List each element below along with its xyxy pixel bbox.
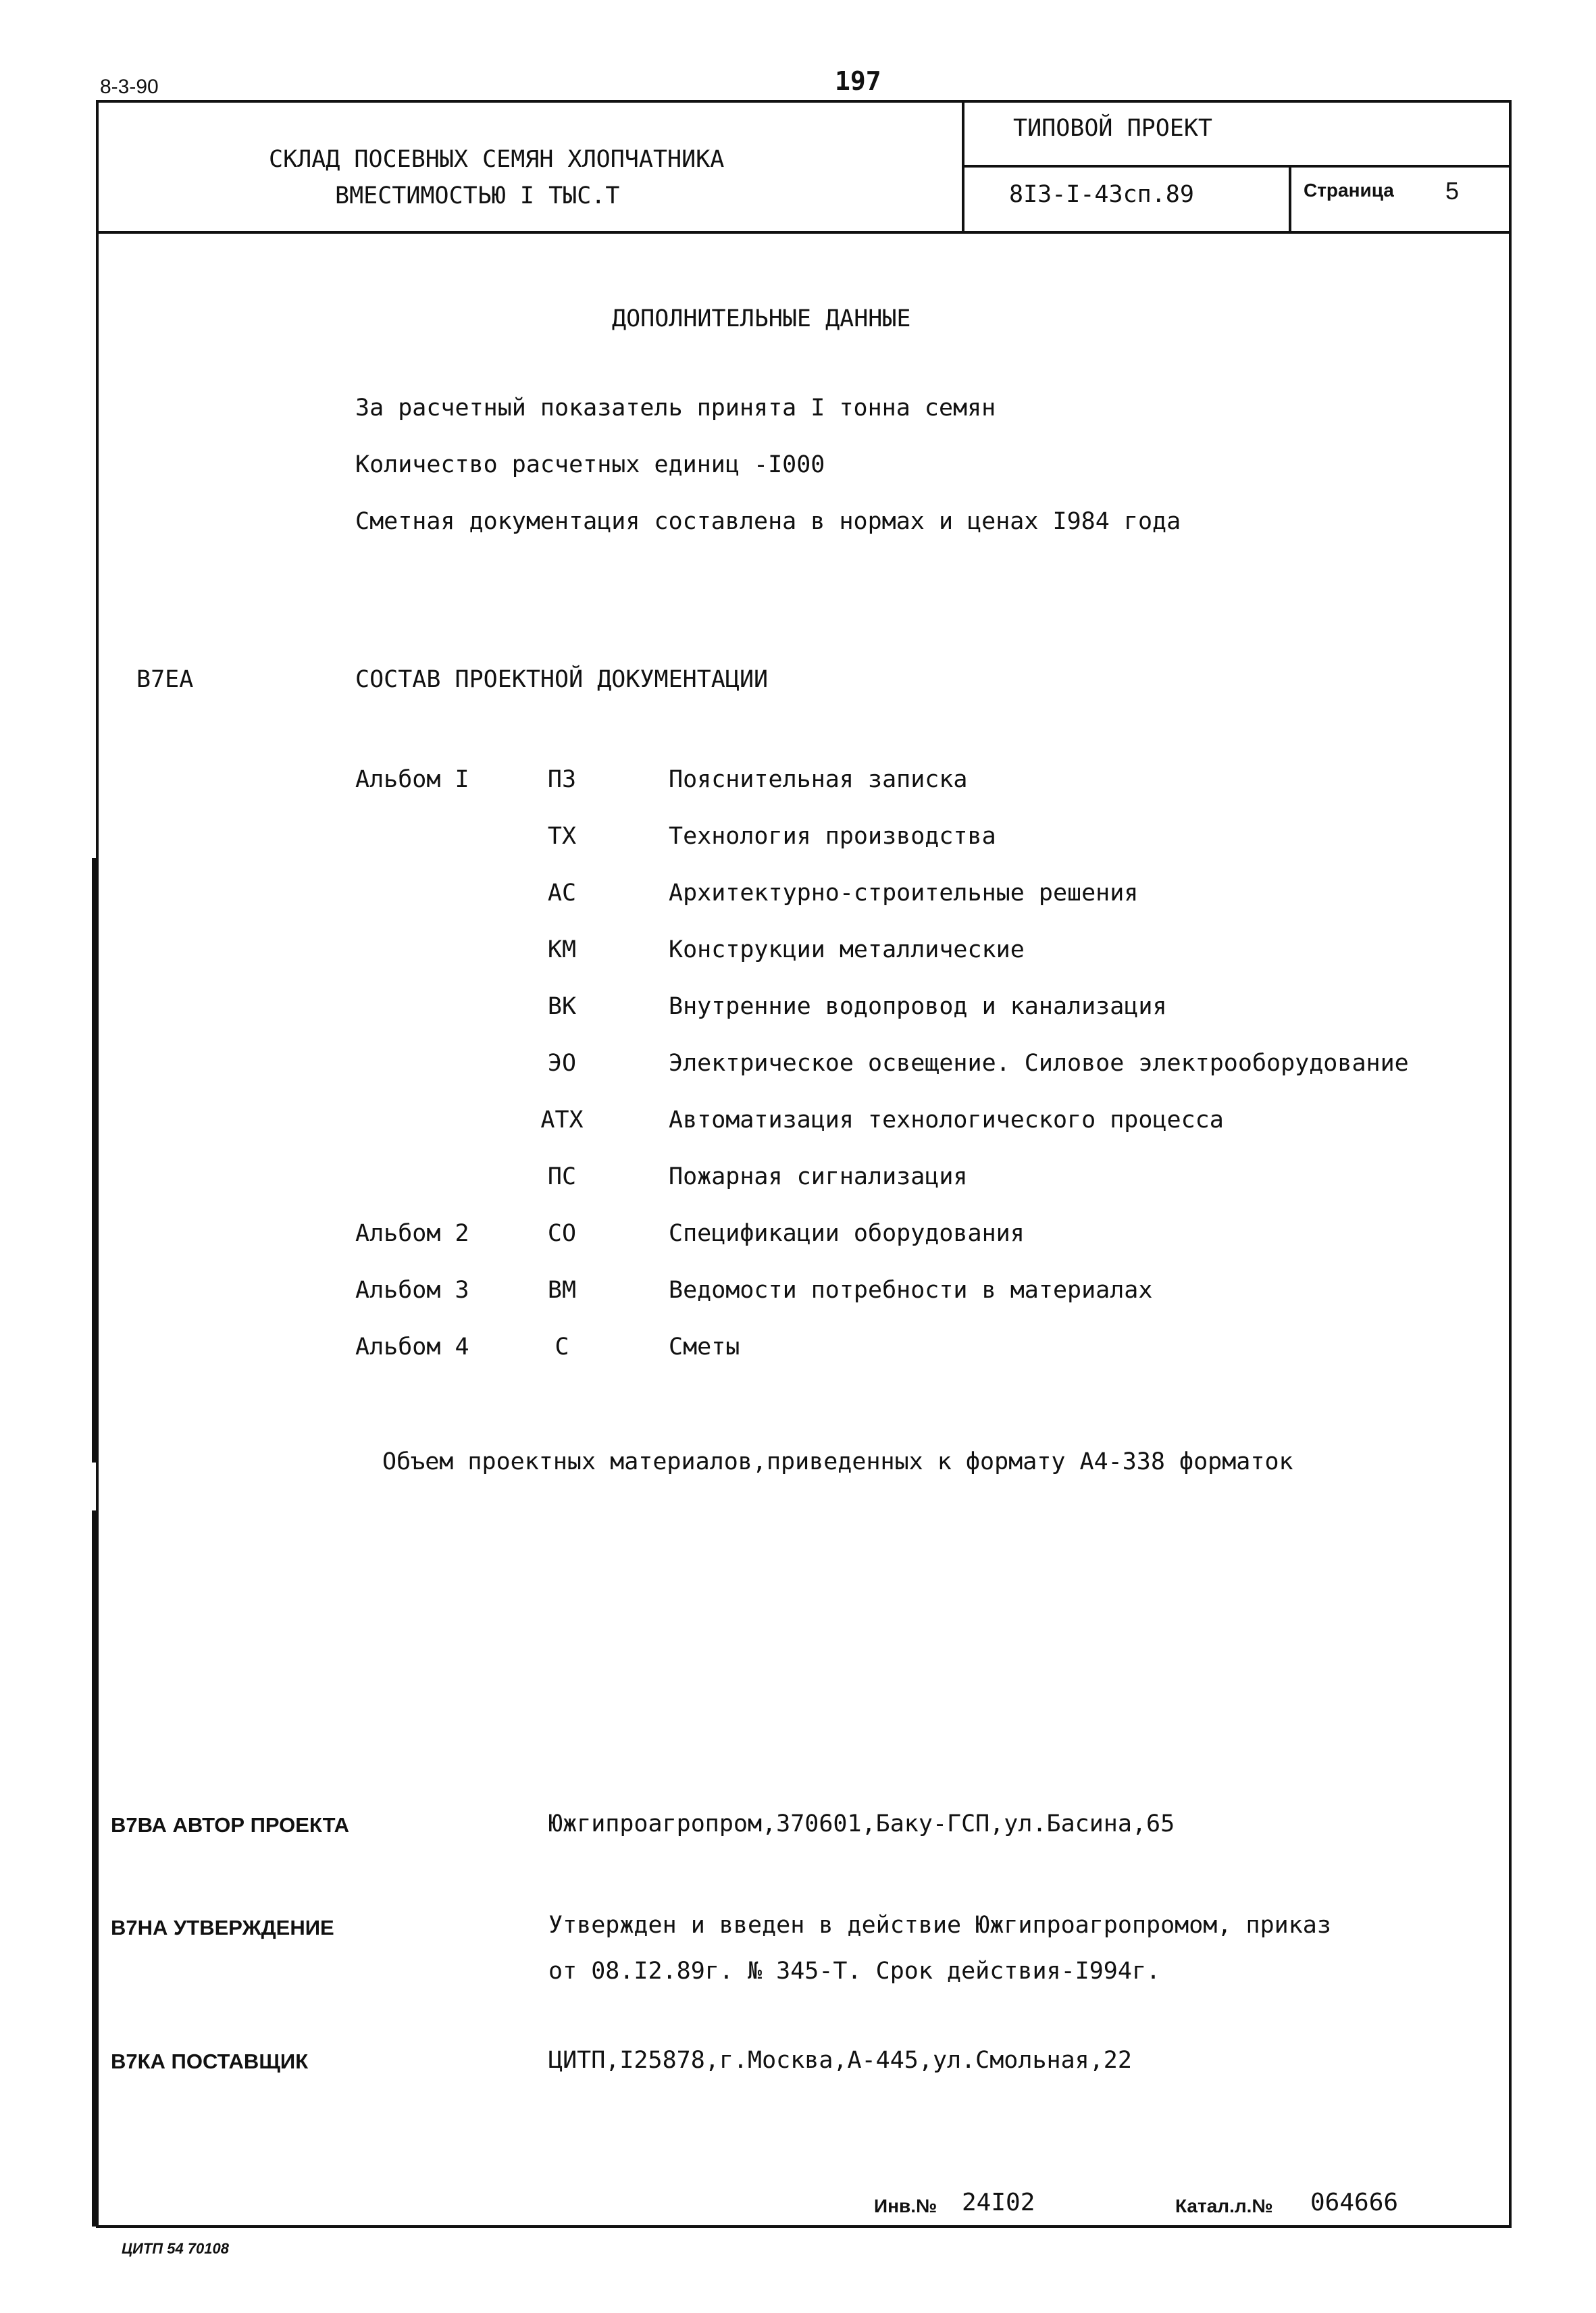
table-row-title: Пожарная сигнализация (669, 1163, 968, 1190)
author-value: Южгипроагропром,370601,Баку-ГСП,ул.Басина,65 (548, 1810, 1175, 1837)
title-block-bottom-line (96, 231, 1512, 234)
additional-heading: ДОПОЛНИТЕЛЬНЫЕ ДАННЫЕ (612, 305, 911, 332)
composition-heading: СОСТАВ ПРОЕКТНОЙ ДОКУМЕНТАЦИИ (355, 666, 769, 693)
table-row-title: Архитектурно-строительные решения (669, 880, 1139, 907)
table-row-title: Пояснительная записка (669, 766, 968, 793)
inventory-value: 24I02 (962, 2189, 1035, 2216)
project-code: 8I3-I-43сп.89 (1009, 181, 1194, 208)
table-row-title: Спецификации оборудования (669, 1220, 1025, 1247)
table-row-code: С (555, 1333, 569, 1361)
table-row-album: Альбом 4 (355, 1333, 469, 1361)
table-row-title: Автоматизация технологического процесса (669, 1107, 1224, 1134)
title-line-1: СКЛАД ПОСЕВНЫХ СЕМЯН ХЛОПЧАТНИКА (269, 146, 725, 173)
additional-line-1: За расчетный показатель принята I тонна семян (355, 395, 996, 422)
table-row-code: АС (547, 880, 577, 907)
table-row-code: ЭО (547, 1050, 577, 1077)
project-type: ТИПОВОЙ ПРОЕКТ (1013, 115, 1213, 142)
table-row-code: АТХ (540, 1107, 584, 1134)
table-row-code: ТХ (547, 823, 577, 850)
title-block-divider-page (1289, 166, 1291, 234)
volume-note: Объем проектных материалов,приведенных к формату А4-338 форматок (382, 1448, 1293, 1475)
scan-mark (92, 1510, 96, 2227)
table-row-album: Альбом I (355, 766, 469, 793)
author-label: В7ВА АВТОР ПРОЕКТА (111, 1813, 350, 1837)
table-row-title: Технология производства (669, 823, 996, 850)
table-row-code: ПЗ (547, 766, 577, 793)
page-label: Страница (1304, 180, 1394, 201)
additional-line-3: Сметная документация составлена в нормах и ценах I984 года (355, 508, 1181, 535)
approval-line-2: от 08.I2.89г. № 345-Т. Срок действия-I994г. (548, 1958, 1161, 1985)
page-value: 5 (1445, 177, 1460, 205)
table-row-title: Внутренние водопровод и канализация (669, 993, 1167, 1020)
date-mark: 8-3-90 (100, 76, 159, 98)
table-row-title: Сметы (669, 1333, 740, 1361)
page-number: 197 (835, 66, 881, 96)
supplier-value: ЦИТП,I25878,г.Москва,А-445,ул.Смольная,22 (548, 2047, 1132, 2074)
approval-line-1: Утвержден и введен в действие Южгипроагропромом, приказ (548, 1912, 1331, 1939)
composition-code: В7ЕА (136, 666, 194, 693)
table-row-code: СО (547, 1220, 577, 1247)
title-block-mid-line (962, 165, 1512, 168)
title-line-2: ВМЕСТИМОСТЬЮ I ТЫС.Т (335, 182, 620, 209)
table-row-code: КМ (547, 936, 577, 963)
inventory-label: Инв.№ (874, 2195, 937, 2216)
catalog-value: 064666 (1310, 2189, 1399, 2216)
catalog-label: Катал.л.№ (1175, 2195, 1273, 2216)
scan-mark (92, 858, 96, 1463)
table-row-album: Альбом 2 (355, 1220, 469, 1247)
table-row-title: Электрическое освещение. Силовое электрооборудование (669, 1050, 1409, 1077)
table-row-code: ПС (547, 1163, 577, 1190)
table-row-album: Альбом 3 (355, 1277, 469, 1304)
printer-mark: ЦИТП 54 70108 (122, 2240, 229, 2257)
table-row-title: Конструкции металлические (669, 936, 1025, 963)
approval-label: В7НА УТВЕРЖДЕНИЕ (111, 1916, 334, 1939)
additional-line-2: Количество расчетных единиц -I000 (355, 451, 825, 478)
supplier-label: В7КА ПОСТАВЩИК (111, 2050, 309, 2073)
table-row-title: Ведомости потребности в материалах (669, 1277, 1153, 1304)
table-row-code: ВМ (547, 1277, 577, 1304)
table-row-code: ВК (547, 993, 577, 1020)
